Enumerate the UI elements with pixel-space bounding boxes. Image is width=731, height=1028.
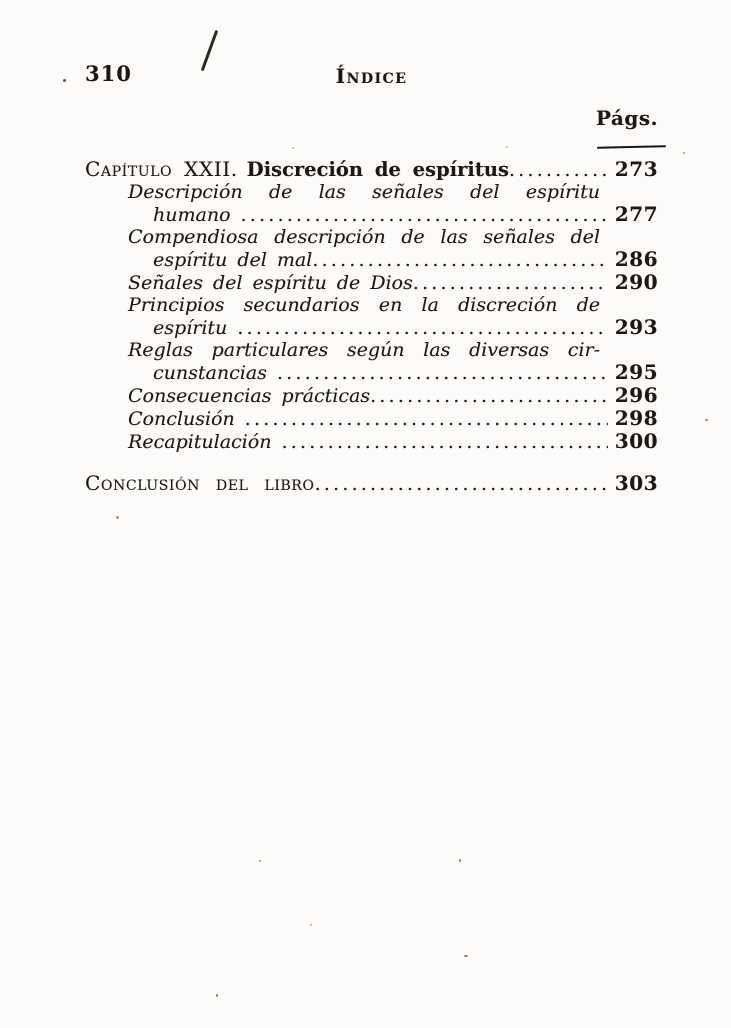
page-ref: 296: [614, 383, 658, 407]
scan-speck: [259, 860, 261, 862]
page-ref: 277: [614, 202, 658, 226]
dot-leader: [277, 362, 608, 384]
scan-speck: [310, 924, 312, 926]
dot-leader: [509, 159, 608, 181]
entry-text: Descripción de las señales del espíritu: [128, 181, 600, 203]
page-ref: 290: [614, 270, 658, 294]
dot-leader: [237, 317, 608, 339]
page-ref: 298: [614, 406, 658, 430]
toc-entry: [85, 294, 658, 316]
entry-text: espíritu: [153, 317, 228, 339]
toc-entry: [85, 248, 658, 271]
toc-entry: [85, 271, 658, 294]
scan-speck: [116, 516, 119, 519]
toc-entry: [85, 203, 658, 226]
page-title: Índice: [335, 64, 408, 88]
toc-entry: [85, 316, 658, 339]
chapter-prefix: Capítulo XXII.: [85, 157, 238, 181]
scan-speck: [63, 79, 66, 82]
dot-leader: [370, 385, 608, 407]
page-ref: 273: [614, 157, 658, 181]
toc-entry: [85, 407, 658, 430]
toc-entry: [85, 430, 658, 453]
toc-entry: [85, 384, 658, 407]
scan-speck: [459, 859, 461, 862]
pages-heading-rule: [597, 145, 666, 149]
dot-leader: [315, 473, 608, 495]
page-ref: 293: [614, 315, 658, 339]
toc-entry: [85, 226, 658, 248]
entry-text: Consecuencias prácticas: [128, 385, 371, 407]
toc-entry: [85, 361, 658, 384]
entry-text: Señales del espíritu de Dios: [128, 272, 413, 294]
entry-text: Compendiosa descripción de las señales del: [128, 226, 600, 248]
toc-entry: [85, 339, 658, 361]
entry-text: Principios secundarios en la discreción de: [128, 294, 600, 316]
entry-text: cunstancias: [153, 362, 267, 384]
table-of-contents: [85, 158, 658, 495]
page-ref: 286: [614, 247, 658, 271]
entry-text: Recapitulación: [128, 431, 272, 453]
entry-text: Reglas particulares según las diversas cir-: [128, 339, 600, 361]
entry-text: espíritu del mal: [153, 249, 313, 271]
dot-leader: [312, 249, 608, 271]
scan-speck: [216, 994, 218, 997]
toc-entry-conclusion: [85, 472, 658, 495]
conclusion-label: Conclusión del libro: [85, 471, 315, 495]
entry-text: Conclusión: [128, 408, 235, 430]
entry-text: humano: [153, 204, 231, 226]
toc-entry-chapter: [85, 158, 658, 181]
scan-speck: [292, 147, 294, 149]
scan-speck: [705, 419, 708, 421]
dot-leader: [245, 408, 608, 430]
chapter-title: Discreción de espíritus: [246, 158, 509, 181]
dot-leader: [281, 431, 608, 453]
dot-leader: [241, 204, 609, 226]
folio-number: 310: [85, 61, 132, 86]
dot-leader: [413, 272, 608, 294]
page-ref: 303: [614, 471, 658, 495]
scan-speck: [506, 146, 508, 148]
page-ref: 295: [614, 360, 658, 384]
scan-speck: [683, 152, 685, 154]
page-ref: 300: [614, 429, 658, 453]
scan-speck: [464, 955, 468, 957]
pages-column-heading: Págs.: [595, 106, 658, 130]
toc-entry: [85, 181, 658, 203]
